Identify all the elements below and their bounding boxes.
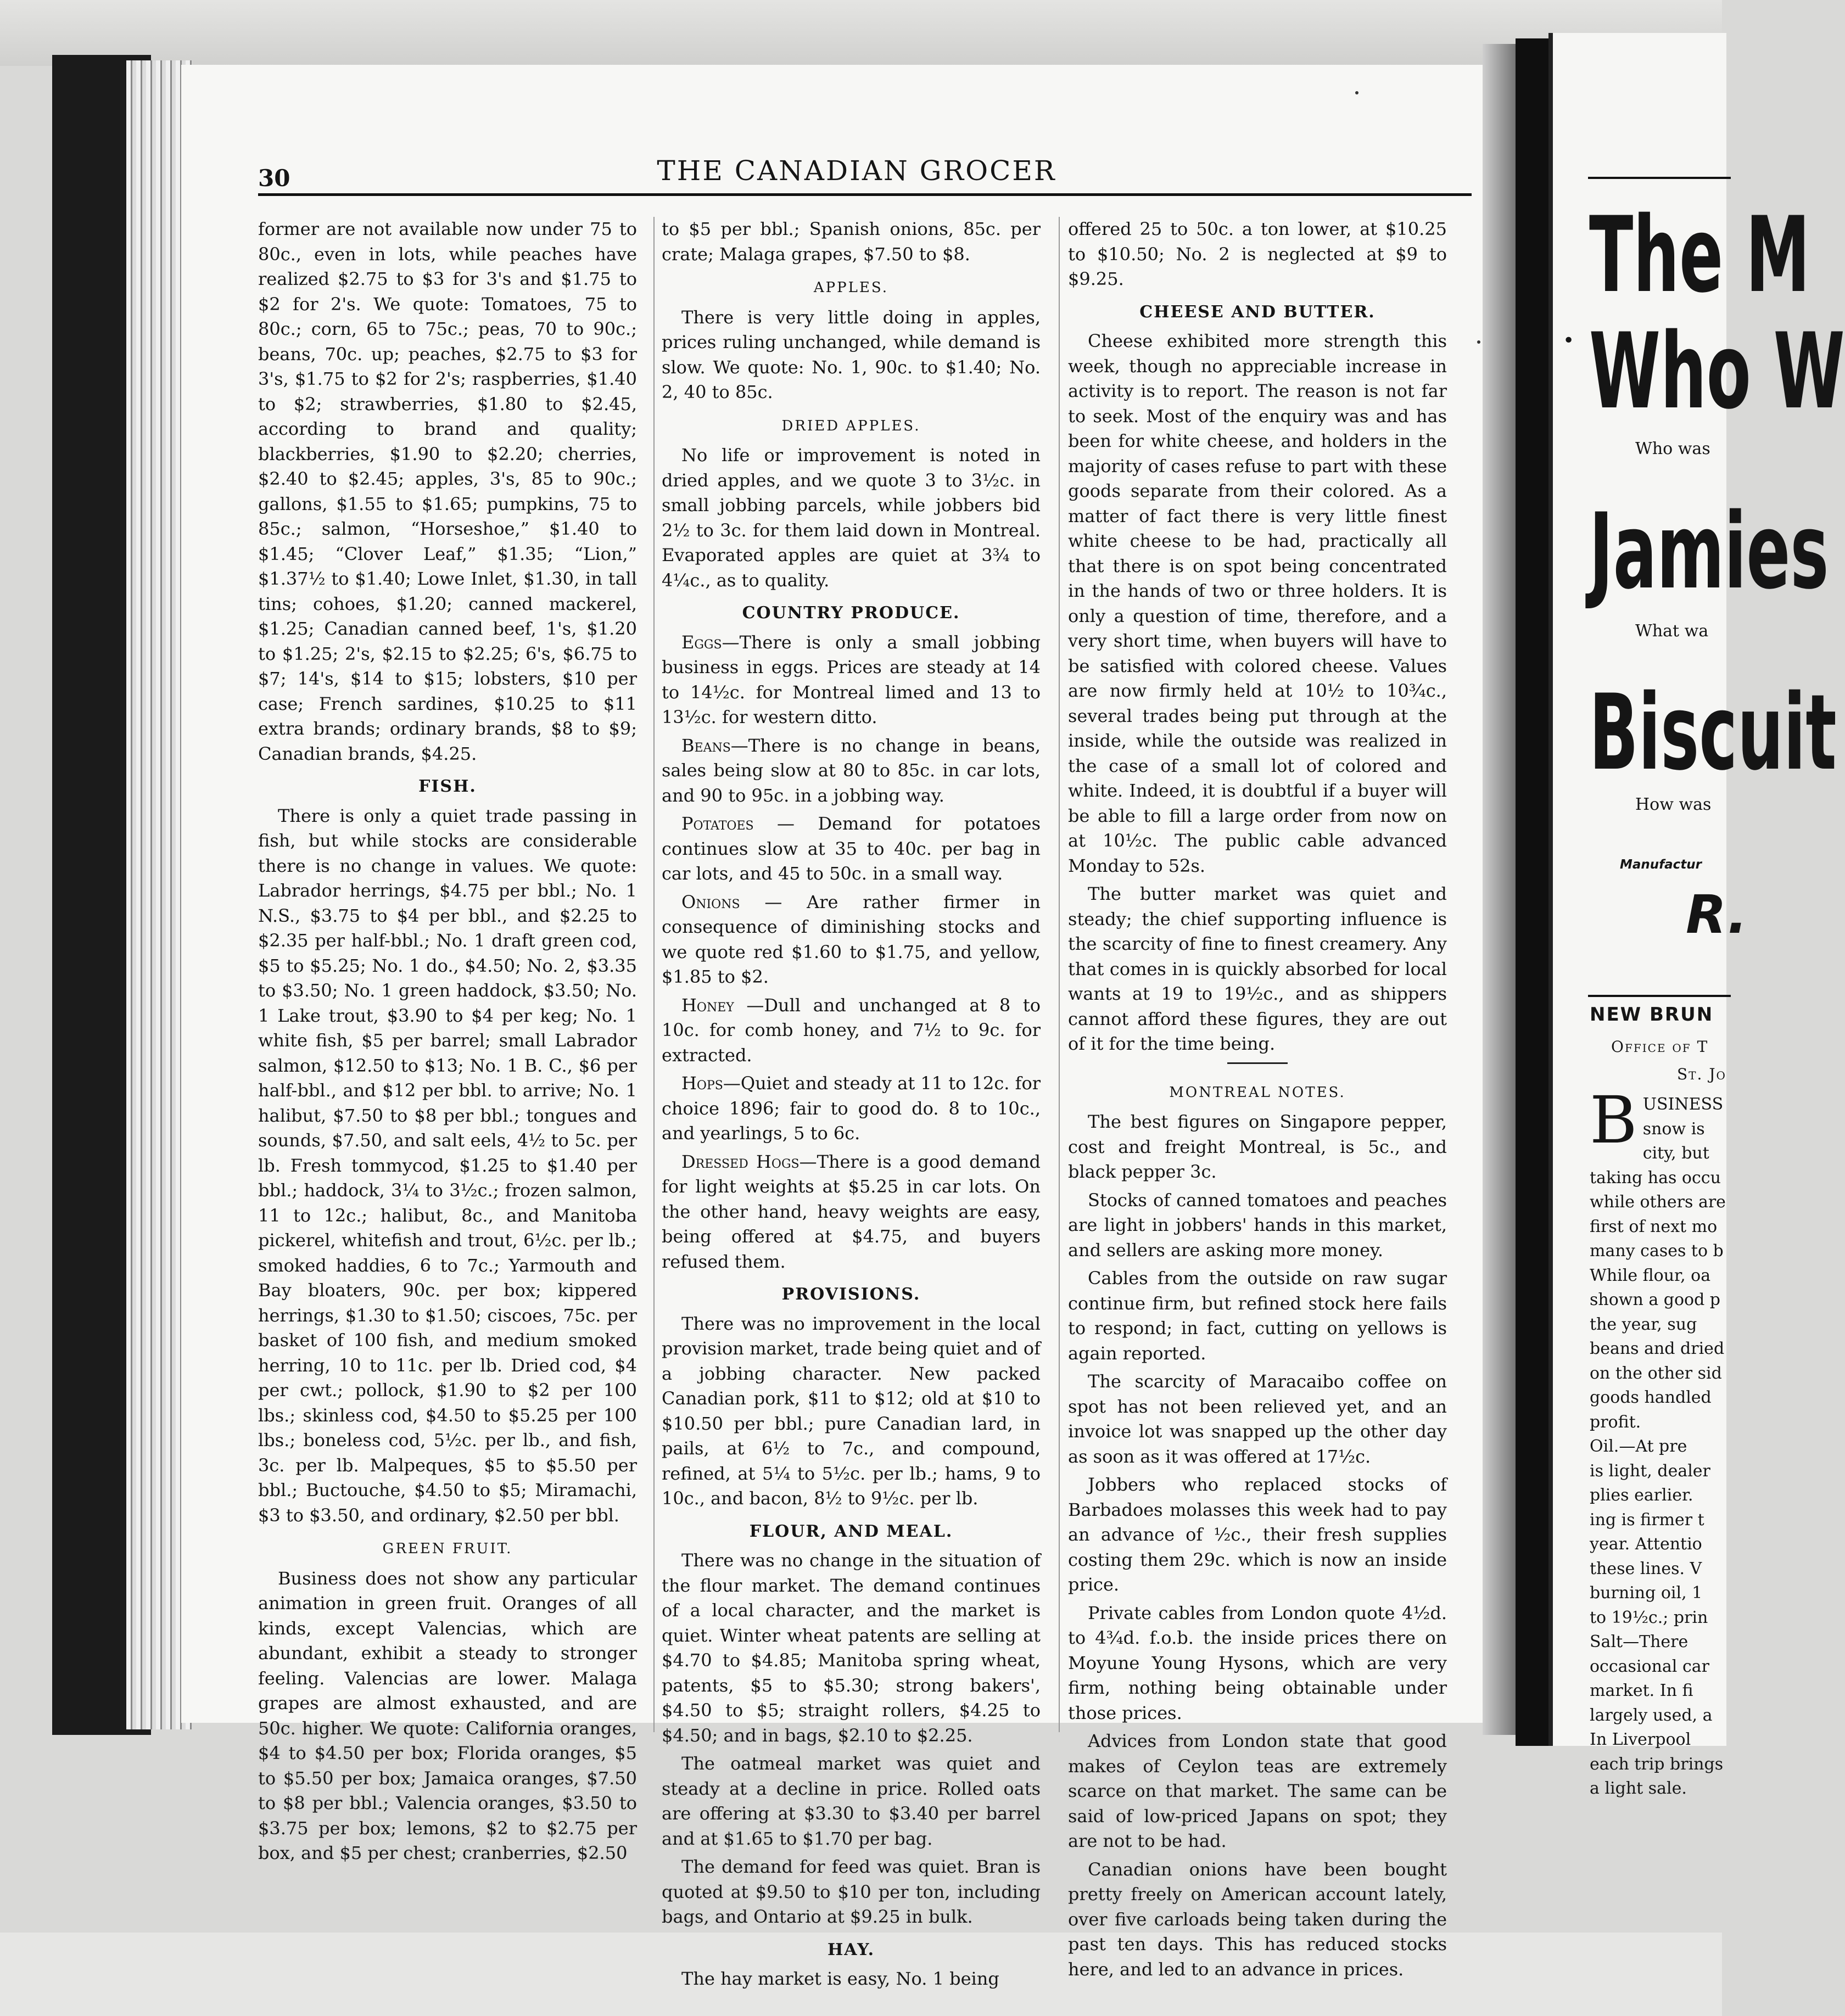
- apples-paragraph: There is very little doing in apples, prices ruling unchanged, while demand is slow. We quote: No. 1, 90c. to $1.40; No. 2, 40 to 85c.: [662, 306, 1041, 402]
- report-line: USINESS: [1642, 1095, 1724, 1114]
- scan-background-top: [0, 0, 1722, 66]
- report-line: first of next mo: [1590, 1217, 1718, 1236]
- provisions-paragraph: There was no improvement in the local provision market, trade being quiet and of a jobbing character. New packed Canadian pork, $11 to $12; old at $10 to $10.50 per bbl.; pure Canadian lard, in pails, at 6½ to 7c., and compound, refined, at 5¼ to 5½c. per lb.; hams, 9 to 10c., and bacon, 8½ to 9½c. per lb.: [662, 1313, 1041, 1509]
- heading-fish: FISH.: [418, 777, 477, 796]
- green-fruit-continued: to $5 per bbl.; Spanish onions, 85c. per crate; Malaga grapes, $7.50 to $8.: [662, 219, 1041, 265]
- dressed-hogs-lead: Dressed Hogs: [681, 1151, 800, 1172]
- hops-lead: Hops: [681, 1073, 723, 1094]
- scan-speck: [1355, 91, 1358, 94]
- green-fruit-paragraph: Business does not show any particular animation in green fruit. Oranges of all kinds, except Valencias, which are abundant, exhibit a steady to stronger feeling. Valencias are lower. Malaga grapes are almost exhausted, and are 50c. higher. We quote: California oranges, $4 to $4.50 per box; Florida oranges, $5 to $5.50 per box; Jamaica oranges, $7.50 to $8 per bbl.; Valencia oranges, $3.50 to $3.75 per box; lemons, $2 to $2.75 per box, and $5 per chest; cranberries, $2.50: [258, 1567, 637, 1863]
- column-2: [662, 217, 1041, 1989]
- onions-lead: Onions: [681, 891, 740, 912]
- report-line: city, but: [1642, 1144, 1709, 1163]
- ad-subline-3: How was: [1635, 795, 1712, 814]
- report-line: year. Attentio: [1590, 1535, 1702, 1554]
- heading-provisions: PROVISIONS.: [781, 1285, 921, 1304]
- column-1: [258, 217, 637, 1863]
- report-line: burning oil, 1: [1590, 1583, 1703, 1603]
- ad-bottom-rule: [1588, 995, 1731, 997]
- hops-text: —Quiet and steady at 11 to 12c. for choice 1896; fair to good do. 8 to 10c., and yearlings, 5 to 6c.: [662, 1073, 1041, 1144]
- dressed-hogs-paragraph: [662, 1150, 1041, 1275]
- report-line: largely used, a: [1590, 1705, 1713, 1725]
- heading-montreal-notes: MONTREAL NOTES.: [1169, 1084, 1346, 1101]
- place-line: St. Jo: [1677, 1065, 1726, 1083]
- scan-speck: [1477, 340, 1480, 344]
- page-number: 30: [258, 165, 290, 192]
- report-line: the year, sug: [1590, 1314, 1697, 1334]
- ad-manufacturer-label: Manufactur: [1620, 858, 1702, 872]
- report-line: is light, dealer: [1590, 1461, 1710, 1481]
- ad-subline-1: Who was: [1635, 439, 1710, 458]
- beans-text: —There is no change in beans, sales being slow at 80 to 85c. in car lots, and 90 to 95c. in a jobbing way.: [662, 735, 1041, 806]
- report-line: occasional car: [1590, 1656, 1709, 1676]
- flour-paragraph: There was no change in the situation of the flour market. The demand continues of a local character, and the market is quiet. Winter wheat patents are selling at $4.70 to $4.85; Manitoba spring wheat, patents, $5 to $5.30; strong bakers', $4.50 to $5; straight rollers, $4.25 to $4.50; and in bags, $2.10 to $2.25.: [662, 1550, 1041, 1746]
- potatoes-paragraph: [662, 811, 1041, 887]
- butter-paragraph: The butter market was quiet and steady; the chief supporting influence is the scarcity of fine to finest creamery. Any that comes in is quickly absorbed for local wants at 19 to 19½c., and as shippers cannot afford these figures, they are out of it for the time being.: [1068, 883, 1447, 1054]
- note-barbadoes-molasses: Jobbers who replaced stocks of Barbadoes molasses this week had to pay an advance of ½c., their fresh supplies costing them 29c. which is now an inside price.: [1068, 1474, 1447, 1595]
- heading-hay: HAY.: [827, 1940, 875, 1959]
- note-raw-sugar: Cables from the outside on raw sugar continue firm, but refined stock here fails to respond; in fact, cutting on yellows is again reported.: [1068, 1268, 1447, 1364]
- honey-text: —Dull and unchanged at 8 to 10c. for comb honey, and 7½ to 9c. for extracted.: [662, 994, 1041, 1066]
- office-of-line: Office of T: [1611, 1038, 1709, 1056]
- masthead-title: THE CANADIAN GROCER: [657, 155, 1056, 187]
- ad-subline-2: What wa: [1635, 621, 1709, 641]
- note-pepper: The best figures on Singapore pepper, cost and freight Montreal, is 5c., and black pepper 3c.: [1068, 1111, 1447, 1182]
- report-line: each trip brings: [1590, 1754, 1724, 1774]
- heading-cheese-and-butter: CHEESE AND BUTTER.: [1139, 302, 1376, 322]
- ad-headline-line-4: Biscuit: [1589, 672, 1837, 793]
- beans-paragraph: [662, 733, 1041, 809]
- new-brunswick-heading: NEW BRUN: [1590, 1004, 1714, 1026]
- hay-paragraph: The hay market is easy, No. 1 being: [681, 1968, 999, 1989]
- column-divider: [653, 217, 655, 1732]
- heading-dried-apples: DRIED APPLES.: [781, 417, 921, 434]
- report-line: Salt—There: [1590, 1632, 1689, 1651]
- section-divider: [1227, 1062, 1288, 1064]
- report-line: while others are: [1590, 1192, 1726, 1212]
- heading-flour-and-meal: FLOUR, AND MEAL.: [749, 1521, 953, 1541]
- report-line: beans and dried: [1590, 1339, 1725, 1358]
- report-line: on the other sid: [1590, 1363, 1722, 1383]
- report-line: While flour, oa: [1590, 1265, 1711, 1285]
- ad-headline-line-1: The M: [1589, 194, 1810, 316]
- note-canadian-onions: Canadian onions have been bought pretty freely on American account lately, over five carloads being taken during the past ten days. This has reduced stocks here, and led to an advance in prices.: [1068, 1858, 1447, 1980]
- column-divider: [1059, 217, 1060, 1732]
- report-line: to 19½c.; prin: [1590, 1608, 1708, 1627]
- honey-lead: Honey: [681, 994, 734, 1016]
- book-gutter: [1516, 38, 1548, 1746]
- ad-brand-initial: R.: [1686, 884, 1748, 945]
- report-line: plies earlier.: [1590, 1486, 1693, 1505]
- beans-lead: Beans: [681, 735, 731, 756]
- report-line: market. In fi: [1590, 1681, 1693, 1700]
- heading-country-produce: COUNTRY PRODUCE.: [742, 603, 960, 623]
- report-line: profit.: [1590, 1412, 1641, 1432]
- potatoes-lead: Potatoes: [681, 813, 754, 834]
- eggs-paragraph: [662, 630, 1041, 730]
- note-london-hysons: Private cables from London quote 4½d. to 4¾d. f.o.b. the inside prices there on Moyune Young Hysons, which are very firm, nothing being obtainable under those prices.: [1068, 1602, 1447, 1723]
- oatmeal-paragraph: The oatmeal market was quiet and steady at a decline in price. Rolled oats are offering at $3.30 to $3.40 per barrel and at $1.65 to $1.70 per bag.: [662, 1753, 1041, 1849]
- potatoes-text: — Demand for potatoes continues slow at 35 to 40c. per bag in car lots, and 45 to 50c. in a small way.: [662, 813, 1041, 884]
- new-brunswick-report: [1590, 1082, 1726, 1798]
- ad-headline-line-3: Jamies: [1589, 491, 1829, 612]
- report-line: many cases to b: [1590, 1241, 1724, 1261]
- report-line: snow is: [1642, 1119, 1705, 1139]
- dressed-hogs-text: —There is a good demand for light weights at $5.25 in car lots. On the other hand, heavy weights are easy, being offered at $4.75, and buyers refused them.: [662, 1151, 1041, 1272]
- canned-goods-continued: former are not available now under 75 to 80c., even in lots, while peaches have realized $2.75 to $3 for 3's and $1.75 to $2 for 2's. We quote: Tomatoes, 75 to 80c.; corn, 65 to 75c.; peas, 70 to 90c.; beans, 70c. up; peaches, $2.75 to $3 for 3's, $1.75 to $2 for 2's; raspberries, $1.40 to $2; strawberries, $1.80 to $2.45, according to brand and quality; blackberries, $1.90 to $2.20; cherries, $2.40 to $2.45; apples, 3's, 85 to 90c.; gallons, $1.55 to $1.65; pumpkins, 75 to 85c.; salmon, “Horseshoe,” $1.40 to $1.45; “Clover Leaf,” $1.35; “Lion,” $1.37½ to $1.40; Lowe Inlet, $1.30, in tall tins; cohoes, $1.20; canned mackerel, $1.25; Canadian canned beef, 1's, $1.20 to $1.25; 2's, $2.15 to $2.25; 6's, $6.75 to $7; 14's, $14 to $15; lobsters, $10 per case; French sardines, $10.25 to $11 extra brands; ordinary brands, $8 to $9; Canadian brands, $4.25.: [258, 219, 637, 764]
- note-maracaibo-coffee: The scarcity of Maracaibo coffee on spot has not been relieved yet, and an invoice lot was snapped up the other day as soon as it was offered at 17½c.: [1068, 1371, 1447, 1467]
- column-3: [1068, 217, 1447, 1980]
- header-rule: [258, 193, 1472, 196]
- report-line: a light sale.: [1590, 1779, 1687, 1798]
- ad-headline-line-2: Who W: [1589, 311, 1845, 432]
- ad-top-rule: [1588, 177, 1731, 179]
- cheese-paragraph: Cheese exhibited more strength this week, though no appreciable increase in activity is to report. The reason is not far to seek. Most of the enquiry was and has been for white cheese, and holders in the majority of cases refuse to part with these goods separate from their colored. As a matter of fact there is very little finest white cheese to be had, practically all that there is on spot being concentrated in the hands of two or three holders. It is only a question of time, therefore, and a very short time, when buyers will have to be satisfied with colored cheese. Values are now firmly held at 10½ to 10¾c., several trades being put through at the inside, while the outside was realized in the case of a small lot of colored and white. Indeed, it is doubtful if a buyer will be able to fill a large order from now on at 10½c. The public cable advanced Monday to 52s.: [1068, 331, 1447, 876]
- drop-cap: B: [1590, 1082, 1637, 1158]
- report-line: these lines. V: [1590, 1559, 1702, 1578]
- hops-paragraph: [662, 1071, 1041, 1146]
- report-line: ing is firmer t: [1590, 1510, 1704, 1530]
- note-ceylon-teas: Advices from London state that good makes of Ceylon teas are extremely scarce on that market. The same can be said of low-priced Japans on spot; they are not to be had.: [1068, 1731, 1447, 1851]
- feed-paragraph: The demand for feed was quiet. Bran is quoted at $9.50 to $10 per ton, including bags, and Ontario at $9.25 in bulk.: [662, 1856, 1041, 1927]
- report-line: shown a good p: [1590, 1290, 1721, 1309]
- onions-paragraph: [662, 890, 1041, 990]
- heading-green-fruit: GREEN FRUIT.: [382, 1541, 513, 1557]
- report-line: taking has occu: [1590, 1168, 1721, 1188]
- fish-paragraph: There is only a quiet trade passing in fish, but while stocks are considerable there is no change in values. We quote: Labrador herrings, $4.75 per bbl.; No. 1 N.S., $3.75 to $4 per bbl., and $2.25 to $2.35 per half-bbl.; No. 1 draft green cod, $5 to $5.25; No. 1 do., $4.50; No. 2, $3.35 to $3.50; No. 1 green haddock, $3.50; No. 1 Lake trout, $3.90 to $4 per keg; No. 1 white fish, $5 per barrel; small Labrador salmon, $12.50 to $13; No. 1 B. C., $6 per half-bbl., and $12 per bbl. to arrive; No. 1 halibut, $7.50 to $8 per bbl.; tongues and sounds, $7.50, and salt eels, 4½ to 5c. per lb. Fresh tommycod, $1.25 to $1.40 per bbl.; haddock, 3¼ to 3½c.; frozen salmon, 11 to 12c.; halibut, 8c., and Manitoba pickerel, whitefish and trout, 6½c. per lb.; smoked haddies, 6 to 7c.; Yarmouth and Bay bloaters, 90c. per box; kippered herrings, $1.30 to $1.50; ciscoes, 75c. per basket of 100 fish, and medium smoked herring, 10 to 11c. per lb. Dried cod, $4 per cwt.; pollock, $1.90 to $2 per 100 lbs.; skinless cod, $4.50 to $5.25 per 100 lbs.; boneless cod, 5½c. per lb., and fish, 3c. per lb. Malpeques, $5 to $5.50 per bbl.; Buctouche, $4.50 to $5; Miramachi, $3 to $3.50, and ordinary, $2.50 per bbl.: [258, 805, 637, 1526]
- eggs-text: —There is only a small jobbing business in eggs. Prices are steady at 14 to 14½c. for Montreal limed and 13 to 13½c. for western ditto.: [662, 631, 1041, 727]
- report-line: In Liverpool: [1590, 1730, 1691, 1749]
- bullet-mark: •: [1563, 329, 1575, 352]
- hay-continued: offered 25 to 50c. a ton lower, at $10.25 to $10.50; No. 2 is neglected at $9 to $9.25.: [1068, 219, 1447, 289]
- note-canned-tomatoes: Stocks of canned tomatoes and peaches are light in jobbers' hands in this market, and sellers are asking more money.: [1068, 1189, 1447, 1261]
- onions-text: — Are rather firmer in consequence of diminishing stocks and we quote red $1.60 to $1.75, and yellow, $1.85 to $2.: [662, 891, 1041, 987]
- honey-paragraph: [662, 993, 1041, 1068]
- report-line: Oil.—At pre: [1590, 1437, 1687, 1456]
- heading-apples: APPLES.: [813, 279, 889, 296]
- report-line: goods handled: [1590, 1388, 1712, 1407]
- dried-apples-paragraph: No life or improvement is noted in dried apples, and we quote 3 to 3½c. in small jobbing parcels, while jobbers bid 2½ to 3c. for them laid down in Montreal. Evaporated apples are quiet at 3¾ to 4¼c., as to quality.: [662, 445, 1041, 591]
- eggs-lead: Eggs: [681, 631, 722, 653]
